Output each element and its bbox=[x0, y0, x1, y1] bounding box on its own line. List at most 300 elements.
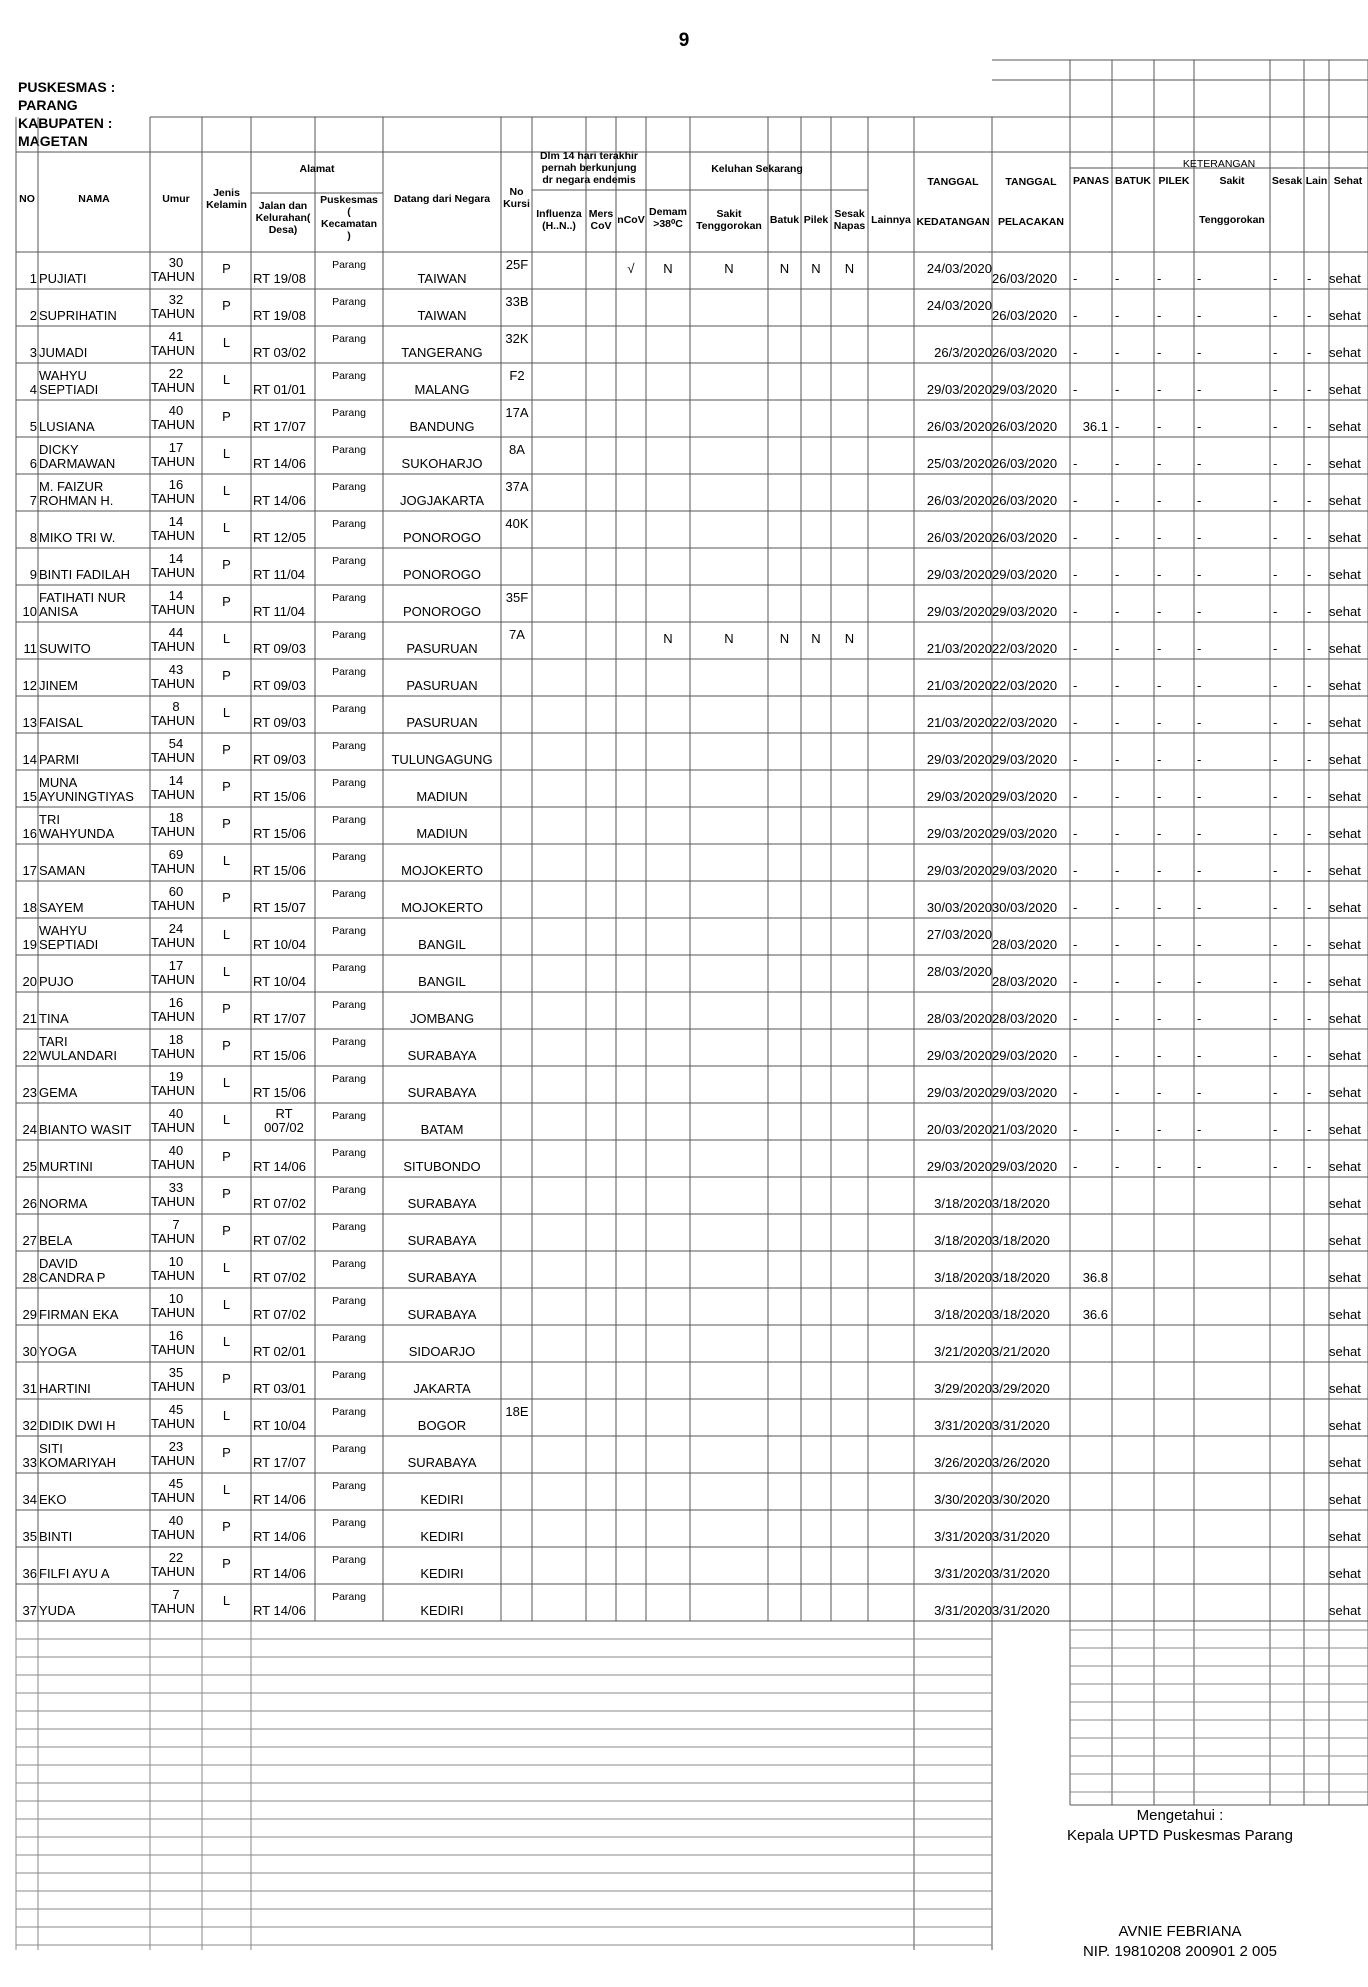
cell-nama: BINTI bbox=[39, 1529, 73, 1544]
cell-umur: 23 bbox=[168, 1439, 184, 1454]
cell-umur: 7 bbox=[172, 1587, 180, 1602]
cell-umur-unit: TAHUN bbox=[151, 935, 195, 950]
cell-puskesmas: Parang bbox=[332, 1332, 366, 1344]
cell-umur-unit: TAHUN bbox=[151, 1342, 195, 1357]
cell-sehat: sehat bbox=[1329, 1270, 1361, 1285]
cell-kursi: 35F bbox=[505, 590, 529, 605]
cell-no: 13 bbox=[22, 715, 37, 730]
cell-jk: P bbox=[222, 557, 231, 572]
cell-umur: 17 bbox=[168, 440, 184, 455]
col-umur: Umur bbox=[162, 193, 190, 205]
cell-no: 34 bbox=[22, 1492, 37, 1507]
cell-nama: DIDIK DWI H bbox=[39, 1418, 116, 1433]
cell-jk: L bbox=[222, 853, 231, 868]
cell-pilek: N bbox=[811, 261, 821, 276]
cell-sehat: sehat bbox=[1329, 641, 1361, 656]
col-influenza-line2: (H..N..) bbox=[542, 220, 576, 232]
cell-demam: N bbox=[663, 631, 673, 646]
cell-jalan: RT 14/06 bbox=[253, 456, 307, 471]
cell-dash: - bbox=[1307, 937, 1312, 952]
cell-kursi: 25F bbox=[505, 257, 529, 272]
col-kursi-line2: Kursi bbox=[503, 198, 530, 210]
cell-dash: - bbox=[1115, 678, 1120, 693]
col-k-pilek: PILEK bbox=[1158, 175, 1190, 187]
cell-tgl-pelacakan: 29/03/2020 bbox=[992, 567, 1058, 582]
cell-jalan: RT 14/06 bbox=[253, 1566, 307, 1581]
cell-nama: DARMAWAN bbox=[39, 456, 116, 471]
cell-no: 11 bbox=[23, 641, 37, 656]
col-sakit bbox=[690, 208, 768, 232]
cell-kursi: 33B bbox=[505, 294, 529, 309]
cell-dash: - bbox=[1197, 271, 1202, 286]
cell-dash: - bbox=[1073, 863, 1078, 878]
cell-dash: - bbox=[1073, 604, 1078, 619]
cell-umur-unit: TAHUN bbox=[151, 1120, 195, 1135]
cell-tgl-kedatangan: 20/03/2020 bbox=[926, 1122, 992, 1137]
col-nama: NAMA bbox=[78, 193, 110, 205]
cell-sehat: sehat bbox=[1329, 1233, 1361, 1248]
cell-negara: SURABAYA bbox=[407, 1085, 477, 1100]
cell-sehat: sehat bbox=[1329, 1159, 1361, 1174]
cell-negara: JOGJAKARTA bbox=[399, 493, 485, 508]
cell-dash: - bbox=[1273, 419, 1278, 434]
cell-kursi: 18E bbox=[505, 1404, 529, 1419]
cell-tgl-kedatangan: 21/03/2020 bbox=[926, 678, 992, 693]
cell-dash: - bbox=[1273, 752, 1278, 767]
cell-dash: - bbox=[1307, 567, 1312, 582]
cell-umur: 40 bbox=[168, 1106, 184, 1121]
cell-umur: 69 bbox=[168, 847, 184, 862]
cell-dash: - bbox=[1115, 900, 1120, 915]
cell-jk: L bbox=[222, 705, 231, 720]
cell-sehat: sehat bbox=[1329, 900, 1361, 915]
cell-puskesmas: Parang bbox=[332, 518, 366, 530]
cell-jalan: RT 15/06 bbox=[253, 1048, 307, 1063]
cell-umur: 40 bbox=[168, 1513, 184, 1528]
col-k-sakit-sub: Tenggorokan bbox=[1199, 214, 1265, 226]
cell-dash: - bbox=[1307, 900, 1312, 915]
cell-panas: 36.1 bbox=[1082, 419, 1108, 434]
cell-sehat: sehat bbox=[1329, 1455, 1361, 1470]
cell-negara: SITUBONDO bbox=[403, 1159, 481, 1174]
cell-no: 22 bbox=[22, 1048, 37, 1063]
cell-umur: 40 bbox=[168, 403, 184, 418]
cell-dash: - bbox=[1115, 1011, 1120, 1026]
cell-puskesmas: Parang bbox=[332, 1184, 366, 1196]
cell-sehat: sehat bbox=[1329, 345, 1361, 360]
cell-tgl-kedatangan: 3/26/2020 bbox=[934, 1455, 992, 1470]
cell-dash: - bbox=[1197, 789, 1202, 804]
cell-umur-unit: TAHUN bbox=[151, 1379, 195, 1394]
cell-tgl-pelacakan: 29/03/2020 bbox=[992, 863, 1058, 878]
cell-dash: - bbox=[1115, 715, 1120, 730]
cell-negara: SURABAYA bbox=[407, 1307, 477, 1322]
cell-nama: DAVID bbox=[39, 1256, 78, 1271]
cell-dash: - bbox=[1197, 530, 1202, 545]
cell-sesak: N bbox=[844, 631, 855, 646]
cell-umur: 14 bbox=[168, 551, 184, 566]
cell-tgl-kedatangan: 27/03/2020 bbox=[926, 927, 992, 942]
cell-dash: - bbox=[1073, 1048, 1078, 1063]
cell-tgl-pelacakan: 22/03/2020 bbox=[992, 641, 1058, 656]
cell-dash: - bbox=[1197, 567, 1202, 582]
cell-no: 28 bbox=[22, 1270, 37, 1285]
cell-jk: P bbox=[222, 409, 231, 424]
cell-umur-unit: TAHUN bbox=[151, 454, 195, 469]
cell-dash: - bbox=[1157, 678, 1162, 693]
cell-dash: - bbox=[1073, 530, 1078, 545]
cell-nama: SUPRIHATIN bbox=[39, 308, 117, 323]
cell-umur-unit: TAHUN bbox=[151, 898, 195, 913]
cell-tgl-kedatangan: 29/03/2020 bbox=[926, 789, 992, 804]
col-tgl-pelacakan-sub: PELACAKAN bbox=[998, 216, 1064, 228]
cell-dash: - bbox=[1073, 271, 1078, 286]
cell-dash: - bbox=[1273, 863, 1278, 878]
cell-jalan: RT 17/07 bbox=[253, 1455, 307, 1470]
cell-dash: - bbox=[1157, 345, 1162, 360]
col-batuk: Batuk bbox=[769, 214, 800, 226]
cell-nama: FILFI AYU A bbox=[39, 1566, 110, 1581]
cell-puskesmas: Parang bbox=[332, 703, 366, 715]
cell-puskesmas: Parang bbox=[332, 1517, 366, 1529]
cell-jalan: RT 15/06 bbox=[253, 1085, 307, 1100]
cell-jk: P bbox=[222, 1186, 231, 1201]
cell-negara: TAIWAN bbox=[417, 308, 467, 323]
cell-negara: BANGIL bbox=[418, 974, 466, 989]
cell-jk: L bbox=[222, 1297, 231, 1312]
cell-nama: AYUNINGTIYAS bbox=[39, 789, 134, 804]
cell-jk: P bbox=[222, 298, 231, 313]
col-puskesmas bbox=[315, 194, 383, 242]
cell-umur-unit: TAHUN bbox=[151, 639, 195, 654]
col-dlm-line1: Dlm 14 hari terakhir bbox=[539, 150, 639, 162]
cell-nama: HARTINI bbox=[39, 1381, 91, 1396]
cell-jalan: RT 10/04 bbox=[253, 974, 307, 989]
cell-tgl-pelacakan: 26/03/2020 bbox=[992, 530, 1058, 545]
col-k-batuk: BATUK bbox=[1115, 175, 1151, 187]
cell-dash: - bbox=[1197, 974, 1202, 989]
cell-kursi: 7A bbox=[509, 627, 525, 642]
cell-no: 21 bbox=[22, 1011, 37, 1026]
col-sesak bbox=[831, 208, 868, 232]
cell-dash: - bbox=[1307, 271, 1312, 286]
cell-umur: 18 bbox=[168, 810, 184, 825]
cell-puskesmas: Parang bbox=[332, 666, 366, 678]
cell-tgl-kedatangan: 3/18/2020 bbox=[934, 1196, 992, 1211]
cell-umur: 41 bbox=[168, 329, 184, 344]
cell-dash: - bbox=[1073, 789, 1078, 804]
cell-nama: TRI bbox=[39, 812, 60, 827]
cell-no: 6 bbox=[29, 456, 37, 471]
cell-no: 31 bbox=[22, 1381, 37, 1396]
cell-jk: L bbox=[222, 1075, 231, 1090]
cell-umur: 54 bbox=[168, 736, 184, 751]
cell-kursi: 40K bbox=[505, 516, 529, 531]
cell-dash: - bbox=[1307, 715, 1312, 730]
cell-sehat: sehat bbox=[1329, 1492, 1361, 1507]
cell-sehat: sehat bbox=[1329, 789, 1361, 804]
cell-umur: 43 bbox=[168, 662, 184, 677]
cell-dash: - bbox=[1157, 752, 1162, 767]
cell-dash: - bbox=[1157, 937, 1162, 952]
cell-no: 16 bbox=[22, 826, 37, 841]
cell-tgl-kedatangan: 29/03/2020 bbox=[926, 604, 992, 619]
cell-no: 18 bbox=[22, 900, 37, 915]
cell-no: 36 bbox=[22, 1566, 37, 1581]
cell-tgl-pelacakan: 3/31/2020 bbox=[992, 1566, 1050, 1581]
cell-jk: P bbox=[222, 1223, 231, 1238]
cell-no: 4 bbox=[29, 382, 37, 397]
cell-dash: - bbox=[1273, 937, 1278, 952]
cell-no: 19 bbox=[22, 937, 37, 952]
cell-jalan: RT 10/04 bbox=[253, 937, 307, 952]
cell-jalan: RT 10/04 bbox=[253, 1418, 307, 1433]
cell-jalan: RT 14/06 bbox=[253, 1603, 307, 1618]
cell-tgl-kedatangan: 21/03/2020 bbox=[926, 641, 992, 656]
cell-jk: P bbox=[222, 1149, 231, 1164]
col-k-panas: PANAS bbox=[1073, 175, 1109, 187]
cell-dash: - bbox=[1273, 493, 1278, 508]
cell-jalan: RT 17/07 bbox=[253, 1011, 307, 1026]
cell-tgl-pelacakan: 26/03/2020 bbox=[992, 271, 1058, 286]
cell-sehat: sehat bbox=[1329, 678, 1361, 693]
cell-dash: - bbox=[1197, 678, 1202, 693]
cell-nama: WULANDARI bbox=[39, 1048, 118, 1063]
cell-dash: - bbox=[1273, 530, 1278, 545]
cell-nama: ANISA bbox=[39, 604, 79, 619]
cell-jk: P bbox=[222, 1519, 231, 1534]
cell-negara: PONOROGO bbox=[402, 530, 481, 545]
cell-tgl-kedatangan: 30/03/2020 bbox=[926, 900, 992, 915]
cell-umur: 10 bbox=[168, 1254, 184, 1269]
cell-puskesmas: Parang bbox=[332, 1110, 366, 1122]
cell-dash: - bbox=[1157, 789, 1162, 804]
cell-puskesmas: Parang bbox=[332, 1221, 366, 1233]
cell-tgl-pelacakan: 3/21/2020 bbox=[992, 1344, 1050, 1359]
cell-negara: PONOROGO bbox=[402, 567, 481, 582]
cell-dash: - bbox=[1157, 530, 1162, 545]
cell-puskesmas: Parang bbox=[332, 370, 366, 382]
cell-negara: MADIUN bbox=[416, 826, 468, 841]
col-demam-line1: Demam bbox=[649, 206, 687, 218]
cell-jk: P bbox=[222, 816, 231, 831]
cell-umur-unit: TAHUN bbox=[151, 1009, 195, 1024]
cell-tgl-kedatangan: 29/03/2020 bbox=[926, 1159, 992, 1174]
cell-jalan: RT 07/02 bbox=[253, 1307, 307, 1322]
cell-jalan: RT 15/07 bbox=[253, 900, 307, 915]
cell-jk: L bbox=[222, 631, 231, 646]
cell-jalan: RT 14/06 bbox=[253, 493, 307, 508]
signature-title: Kepala UPTD Puskesmas Parang bbox=[1067, 1827, 1293, 1844]
cell-dash: - bbox=[1273, 974, 1278, 989]
cell-tgl-pelacakan: 29/03/2020 bbox=[992, 826, 1058, 841]
cell-sehat: sehat bbox=[1329, 604, 1361, 619]
cell-dash: - bbox=[1115, 456, 1120, 471]
cell-nama: MURTINI bbox=[39, 1159, 93, 1174]
cell-puskesmas: Parang bbox=[332, 444, 366, 456]
cell-puskesmas: Parang bbox=[332, 1369, 366, 1381]
cell-umur: 16 bbox=[168, 477, 184, 492]
cell-tgl-pelacakan: 3/31/2020 bbox=[992, 1529, 1050, 1544]
cell-tgl-pelacakan: 29/03/2020 bbox=[992, 1159, 1058, 1174]
col-kursi-line1: No bbox=[509, 186, 524, 198]
col-tgl-kedatangan-sub: KEDATANGAN bbox=[916, 216, 990, 228]
cell-no: 12 bbox=[22, 678, 37, 693]
cell-dash: - bbox=[1157, 567, 1162, 582]
cell-jalan: RT 19/08 bbox=[253, 308, 307, 323]
col-keluhan: Keluhan Sekarang bbox=[711, 163, 803, 175]
col-no: NO bbox=[19, 193, 35, 205]
cell-jalan: RT 09/03 bbox=[253, 678, 307, 693]
cell-umur-unit: TAHUN bbox=[151, 528, 195, 543]
signature-mengetahui: Mengetahui : bbox=[1136, 1807, 1224, 1824]
cell-umur: 22 bbox=[168, 1550, 184, 1565]
col-dlm-line3: dr negara endemis bbox=[542, 174, 636, 186]
cell-tgl-kedatangan: 21/03/2020 bbox=[926, 715, 992, 730]
cell-kursi: 37A bbox=[505, 479, 529, 494]
cell-sakit: N bbox=[724, 631, 734, 646]
cell-dash: - bbox=[1307, 789, 1312, 804]
cell-nama: BINTI FADILAH bbox=[39, 567, 131, 582]
cell-tgl-pelacakan: 29/03/2020 bbox=[992, 752, 1058, 767]
cell-dash: - bbox=[1157, 493, 1162, 508]
cell-puskesmas: Parang bbox=[332, 259, 366, 271]
cell-dash: - bbox=[1157, 308, 1162, 323]
cell-jalan: RT 01/01 bbox=[253, 382, 307, 397]
cell-dash: - bbox=[1197, 604, 1202, 619]
cell-tgl-pelacakan: 3/30/2020 bbox=[992, 1492, 1050, 1507]
cell-nama: YOGA bbox=[39, 1344, 77, 1359]
cell-jalan: RT 07/02 bbox=[253, 1270, 307, 1285]
cell-negara: PONOROGO bbox=[402, 604, 481, 619]
cell-tgl-pelacakan: 26/03/2020 bbox=[992, 345, 1058, 360]
cell-umur: 14 bbox=[168, 514, 184, 529]
cell-nama: NORMA bbox=[39, 1196, 88, 1211]
cell-nama: TARI bbox=[39, 1034, 68, 1049]
cell-dash: - bbox=[1157, 1048, 1162, 1063]
cell-negara: PASURUAN bbox=[406, 641, 478, 656]
cell-dash: - bbox=[1197, 752, 1202, 767]
cell-dash: - bbox=[1273, 715, 1278, 730]
cell-puskesmas: Parang bbox=[332, 1443, 366, 1455]
cell-jk: P bbox=[222, 1038, 231, 1053]
cell-tgl-pelacakan: 26/03/2020 bbox=[992, 308, 1058, 323]
cell-nama: M. FAIZUR bbox=[39, 479, 104, 494]
cell-negara: KEDIRI bbox=[420, 1603, 464, 1618]
cell-nama: WAHYUNDA bbox=[39, 826, 115, 841]
cell-no: 37 bbox=[22, 1603, 37, 1618]
col-sakit-line1: Sakit bbox=[716, 208, 742, 220]
cell-tgl-pelacakan: 3/26/2020 bbox=[992, 1455, 1050, 1470]
cell-dash: - bbox=[1073, 900, 1078, 915]
cell-umur-unit: TAHUN bbox=[151, 1564, 195, 1579]
cell-nama: SEPTIADI bbox=[39, 937, 99, 952]
cell-nama: PUJIATI bbox=[39, 271, 87, 286]
cell-jk: L bbox=[222, 1260, 231, 1275]
cell-dash: - bbox=[1115, 530, 1120, 545]
cell-no: 29 bbox=[22, 1307, 37, 1322]
cell-umur: 45 bbox=[168, 1476, 184, 1491]
cell-negara: TANGERANG bbox=[401, 345, 483, 360]
col-k-sesak: Sesak bbox=[1271, 175, 1303, 187]
cell-dash: - bbox=[1197, 419, 1202, 434]
cell-umur-unit: TAHUN bbox=[151, 713, 195, 728]
cell-puskesmas: Parang bbox=[332, 592, 366, 604]
cell-no: 8 bbox=[29, 530, 37, 545]
cell-dash: - bbox=[1115, 567, 1120, 582]
col-jalan bbox=[251, 200, 315, 236]
cell-nama: MUNA bbox=[39, 775, 78, 790]
cell-puskesmas: Parang bbox=[332, 1036, 366, 1048]
signature-name: AVNIE FEBRIANA bbox=[1118, 1923, 1242, 1940]
cell-dash: - bbox=[1157, 604, 1162, 619]
cell-panas: 36.6 bbox=[1082, 1307, 1108, 1322]
col-mers bbox=[586, 208, 616, 232]
col-pusk-line3: Kecamatan bbox=[320, 218, 378, 230]
cell-dash: - bbox=[1073, 456, 1078, 471]
col-datang: Datang dari Negara bbox=[393, 193, 491, 205]
cell-sehat: sehat bbox=[1329, 1344, 1361, 1359]
cell-umur: 40 bbox=[168, 1143, 184, 1158]
cell-no: 7 bbox=[29, 493, 37, 508]
cell-dash: - bbox=[1307, 974, 1312, 989]
cell-umur-unit: TAHUN bbox=[151, 1453, 195, 1468]
col-tgl-pelacakan: TANGGAL bbox=[1005, 176, 1057, 188]
cell-umur-unit: TAHUN bbox=[151, 1527, 195, 1542]
cell-umur-unit: TAHUN bbox=[151, 306, 195, 321]
cell-batuk: N bbox=[779, 261, 790, 276]
cell-jalan: RT 09/03 bbox=[253, 715, 307, 730]
cell-tgl-kedatangan: 3/18/2020 bbox=[934, 1270, 992, 1285]
cell-nama: FATIHATI NUR bbox=[39, 590, 126, 605]
cell-nama: MIKO TRI W. bbox=[39, 530, 116, 545]
cell-dash: - bbox=[1115, 1122, 1120, 1137]
signature-block bbox=[1010, 1806, 1350, 1962]
cell-umur-unit: TAHUN bbox=[151, 861, 195, 876]
cell-no: 3 bbox=[29, 345, 37, 360]
cell-dash: - bbox=[1197, 641, 1202, 656]
cell-jalan: RT 17/07 bbox=[253, 419, 307, 434]
cell-dash: - bbox=[1157, 1085, 1162, 1100]
col-jalan-line2: Kelurahan( bbox=[255, 212, 311, 224]
cell-tgl-pelacakan: 30/03/2020 bbox=[992, 900, 1058, 915]
cell-nama: SITI bbox=[39, 1441, 63, 1456]
cell-dash: - bbox=[1273, 1122, 1278, 1137]
cell-umur: 18 bbox=[168, 1032, 184, 1047]
cell-negara: JOMBANG bbox=[409, 1011, 475, 1026]
cell-dash: - bbox=[1197, 345, 1202, 360]
cell-sehat: sehat bbox=[1329, 1011, 1361, 1026]
col-ncov: nCoV bbox=[617, 214, 645, 226]
cell-jalan: RT 03/02 bbox=[253, 345, 307, 360]
cell-no: 15 bbox=[22, 789, 37, 804]
cell-dash: - bbox=[1307, 604, 1312, 619]
cell-umur: 7 bbox=[172, 1217, 180, 1232]
cell-sehat: sehat bbox=[1329, 715, 1361, 730]
cell-jk: L bbox=[222, 446, 231, 461]
cell-dash: - bbox=[1157, 863, 1162, 878]
cell-umur-unit: TAHUN bbox=[151, 491, 195, 506]
cell-umur: 14 bbox=[168, 588, 184, 603]
cell-jalan: RT 02/01 bbox=[253, 1344, 307, 1359]
cell-sehat: sehat bbox=[1329, 493, 1361, 508]
cell-no: 24 bbox=[22, 1122, 37, 1137]
cell-jalan: RT 15/06 bbox=[253, 826, 307, 841]
cell-dash: - bbox=[1307, 1122, 1312, 1137]
cell-jalan: RT 15/06 bbox=[253, 789, 307, 804]
cell-tgl-pelacakan: 21/03/2020 bbox=[992, 1122, 1058, 1137]
cell-tgl-pelacakan: 26/03/2020 bbox=[992, 493, 1058, 508]
